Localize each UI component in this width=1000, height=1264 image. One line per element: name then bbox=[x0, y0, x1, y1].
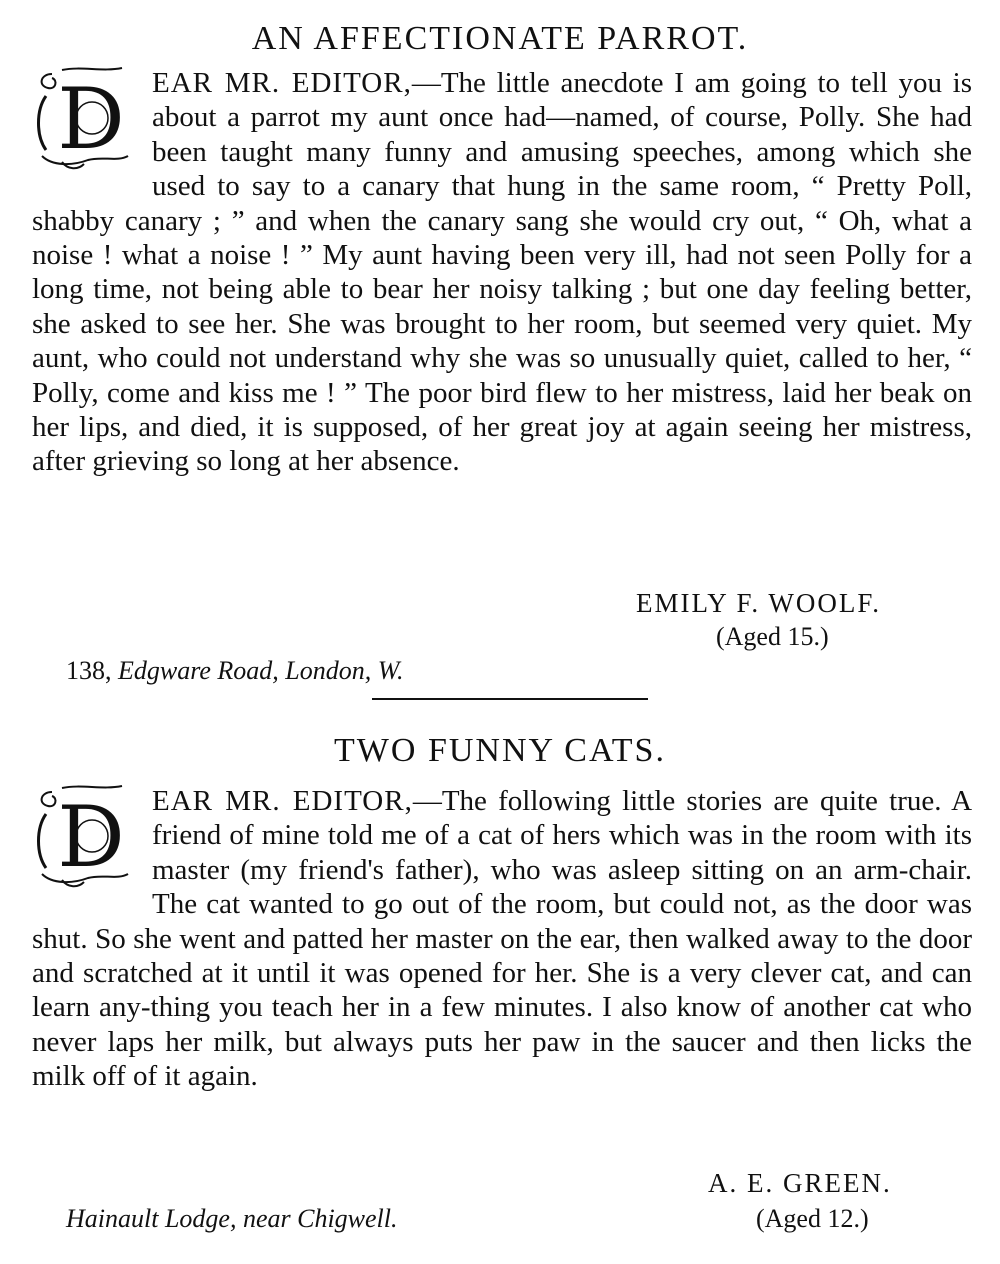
story2-dropcap-letter: D bbox=[57, 788, 125, 886]
story1-address bbox=[66, 656, 404, 686]
story2-text: —The following little stories are quite true. A friend of mine told me of a cat of hers which was in the room with its master (my friend's father), who was asleep sitting on an arm-chair. The cat wanted to go out of the room, but could not, as the door was shut. So she went and patted her master on the ear, then walked away to the door and scratched at it until it was opened for her. She is a very clever cat, and can learn any-thing you teach her in a few minutes. I also know of another cat who never laps her milk, but always puts her paw in the saucer and then licks the milk off of it again. bbox=[32, 785, 973, 1093]
section-divider bbox=[372, 698, 648, 700]
story1 bbox=[32, 66, 972, 479]
story2-age: (Aged 12.) bbox=[756, 1204, 869, 1233]
story1-age: (Aged 15.) bbox=[716, 622, 829, 651]
story1-dropcap-letter: D bbox=[57, 70, 125, 168]
story2-ornamental-dropcap bbox=[32, 784, 140, 896]
story2-salutation: EAR MR. EDITOR, bbox=[152, 785, 413, 817]
story2-address: Hainault Lodge, near Chigwell. bbox=[66, 1204, 398, 1233]
story1-text: —The little anecdote I am going to tell you is about a parrot my aunt once had—named, of course, Polly. She had been taught many funny and amusing speeches, among which she used to say to a canary that hung in the same room, “ Pretty Poll, shabby canary ; ” and when the canary sang she would cry out, “ Oh, what a noise ! what a noise ! ” My aunt having been very ill, had not seen Polly for a long time, not being able to bear her noisy talking ; but one day feeling better, she asked to see her. She was brought to her room, but seemed very quiet. My aunt, who could not understand why she was so unusually quiet, called to her, “ Polly, come and kiss me ! ” The poor bird flew to her mistress, laid her beak on her lips, and died, it is supposed, of her great joy at again seeing her mistress, after grieving so long at her absence. bbox=[32, 67, 973, 478]
story2 bbox=[32, 784, 972, 1094]
story1-address-number: 138, bbox=[66, 656, 112, 685]
story2-signature: A. E. GREEN. bbox=[708, 1168, 892, 1198]
story2-title: TWO FUNNY CATS. bbox=[334, 732, 666, 769]
story1-signature: EMILY F. WOOLF. bbox=[636, 588, 881, 618]
story1-salutation: EAR MR. EDITOR, bbox=[152, 67, 412, 99]
story1-body bbox=[32, 66, 972, 479]
story2-body bbox=[32, 784, 972, 1094]
story1-title: AN AFFECTIONATE PARROT. bbox=[251, 20, 749, 57]
story1-ornamental-dropcap bbox=[32, 66, 140, 178]
story1-address-street: Edgware Road, London, W. bbox=[118, 656, 404, 685]
